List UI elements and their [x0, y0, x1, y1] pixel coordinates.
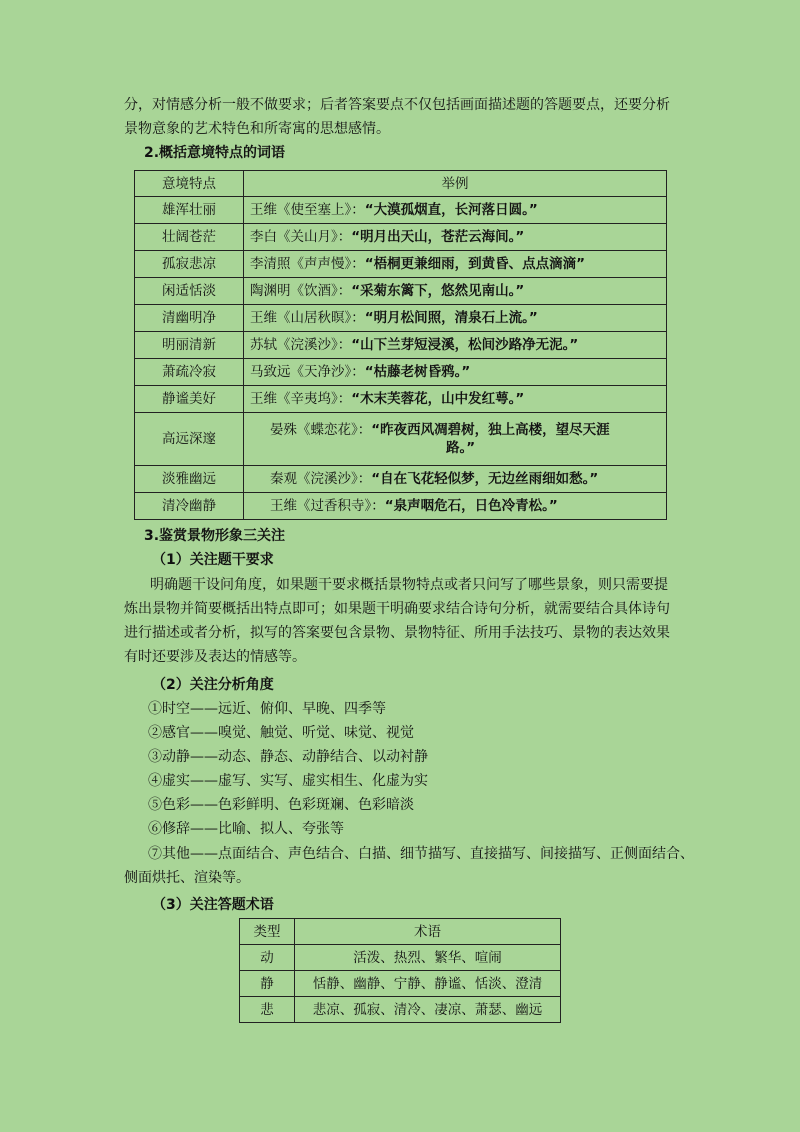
table-row — [135, 224, 667, 251]
table-header-row — [240, 919, 561, 945]
poem-quote: “山下兰芽短浸溪，松间沙路净无泥。” — [351, 337, 579, 353]
poem-quote: “明月松间照，清泉石上流。” — [364, 310, 538, 326]
sub-2-heading: （2）关注分析角度 — [152, 677, 274, 693]
table-row — [135, 305, 667, 332]
terms-cell: 悲凉、孤寂、清冷、凄凉、萧瑟、幽远 — [295, 997, 561, 1023]
table-row — [135, 197, 667, 224]
angle-item: ⑦其他——点面结合、声色结合、白描、细节描写、直接描写、间接描写、正侧面结合、 — [148, 846, 694, 862]
feature-cell: 高远深邃 — [135, 413, 244, 466]
poem-quote: “枯藤老树昏鸦。” — [364, 364, 471, 380]
header-example: 举例 — [244, 171, 667, 197]
header-feature: 意境特点 — [135, 171, 244, 197]
poem-source: 李清照《声声慢》： — [250, 256, 365, 272]
table-row — [135, 386, 667, 413]
angle-item: ⑤色彩——色彩鲜明、色彩斑斓、色彩暗淡 — [148, 797, 414, 813]
poem-source: 王维《使至塞上》： — [250, 202, 365, 218]
example-cell — [244, 493, 667, 520]
intro-line-2: 景物意象的艺术特色和所寄寓的思想感情。 — [124, 121, 390, 137]
terms-cell: 恬静、幽静、宁静、静谧、恬淡、澄清 — [295, 971, 561, 997]
feature-cell: 壮阔苍茫 — [135, 224, 244, 251]
poem-source: 秦观《浣溪沙》： — [270, 471, 372, 487]
example-cell — [244, 305, 667, 332]
poem-quote: “昨夜西风凋碧树，独上高楼，望尽天涯 — [371, 422, 610, 438]
feature-cell: 清幽明净 — [135, 305, 244, 332]
mood-table — [134, 170, 667, 520]
example-cell — [244, 359, 667, 386]
sub-1-line-4: 有时还要涉及表达的情感等。 — [124, 649, 306, 665]
poem-source: 晏殊《蝶恋花》： — [270, 422, 372, 438]
section-2-heading: 2.概括意境特点的词语 — [144, 145, 286, 161]
feature-cell: 闲适恬淡 — [135, 278, 244, 305]
table-row — [135, 413, 667, 466]
example-cell — [244, 251, 667, 278]
section-3-heading: 3.鉴赏景物形象三关注 — [144, 528, 286, 544]
table-row — [240, 971, 561, 997]
poem-quote: “梧桐更兼细雨，到黄昏、点点滴滴” — [364, 256, 585, 272]
example-cell — [244, 332, 667, 359]
angle-item-continued: 侧面烘托、渲染等。 — [124, 870, 250, 886]
example-cell — [244, 224, 667, 251]
type-cell: 动 — [240, 945, 295, 971]
example-cell — [244, 197, 667, 224]
poem-source: 王维《辛夷坞》： — [250, 391, 352, 407]
table-row — [135, 359, 667, 386]
sub-1-heading: （1）关注题干要求 — [152, 552, 274, 568]
table-header-row — [135, 171, 667, 197]
sub-1-line-3: 进行描述或者分析，拟写的答案要包含景物、景物特征、所用手法技巧、景物的表达效果 — [124, 625, 670, 641]
angle-item: ②感官——嗅觉、触觉、听觉、味觉、视觉 — [148, 725, 414, 741]
header-terms: 术语 — [295, 919, 561, 945]
poem-quote: “采菊东篱下，悠然见南山。” — [351, 283, 525, 299]
example-cell — [244, 413, 667, 466]
poem-quote: “泉声咽危石，日色冷青松。” — [384, 498, 558, 514]
header-type: 类型 — [240, 919, 295, 945]
terms-cell: 活泼、热烈、繁华、喧闹 — [295, 945, 561, 971]
type-cell: 悲 — [240, 997, 295, 1023]
angle-item: ①时空——远近、俯仰、早晚、四季等 — [148, 701, 386, 717]
feature-cell: 静谧美好 — [135, 386, 244, 413]
feature-cell: 萧疏冷寂 — [135, 359, 244, 386]
poem-source: 马致远《天净沙》： — [250, 364, 365, 380]
table-row — [135, 251, 667, 278]
sub-1-line-2: 炼出景物并简要概括出特点即可；如果题干明确要求结合诗句分析，就需要结合具体诗句 — [124, 601, 670, 617]
angle-item: ⑥修辞——比喻、拟人、夸张等 — [148, 821, 344, 837]
table-row — [135, 466, 667, 493]
sub-1-line-1: 明确题干设问角度，如果题干要求概括景物特点或者只问写了哪些景象，则只需要提 — [150, 577, 668, 593]
poem-quote: “大漠孤烟直，长河落日圆。” — [364, 202, 538, 218]
poem-source: 王维《山居秋暝》： — [250, 310, 365, 326]
table-row — [135, 278, 667, 305]
table-row — [240, 997, 561, 1023]
term-table — [239, 918, 561, 1023]
example-cell — [244, 278, 667, 305]
feature-cell: 淡雅幽远 — [135, 466, 244, 493]
feature-cell: 孤寂悲凉 — [135, 251, 244, 278]
poem-source: 李白《关山月》： — [250, 229, 352, 245]
poem-quote: “木末芙蓉花，山中发红萼。” — [351, 391, 525, 407]
type-cell: 静 — [240, 971, 295, 997]
feature-cell: 雄浑壮丽 — [135, 197, 244, 224]
example-cell — [244, 466, 667, 493]
sub-3-heading: （3）关注答题术语 — [152, 897, 274, 913]
table-row — [135, 332, 667, 359]
example-cell — [244, 386, 667, 413]
angle-item: ④虚实——虚写、实写、虚实相生、化虚为实 — [148, 773, 428, 789]
poem-quote-continued: 路。” — [446, 440, 476, 456]
table-row — [135, 493, 667, 520]
intro-line-1: 分，对情感分析一般不做要求；后者答案要点不仅包括画面描述题的答题要点，还要分析 — [124, 97, 670, 113]
table-row — [240, 945, 561, 971]
poem-quote: “明月出天山，苍茫云海间。” — [351, 229, 525, 245]
poem-quote: “自在飞花轻似梦，无边丝雨细如愁。” — [371, 471, 599, 487]
feature-cell: 清冷幽静 — [135, 493, 244, 520]
poem-source: 王维《过香积寺》： — [270, 498, 385, 514]
poem-source: 苏轼《浣溪沙》： — [250, 337, 352, 353]
feature-cell: 明丽清新 — [135, 332, 244, 359]
poem-source: 陶渊明《饮酒》： — [250, 283, 352, 299]
angle-item: ③动静——动态、静态、动静结合、以动衬静 — [148, 749, 428, 765]
